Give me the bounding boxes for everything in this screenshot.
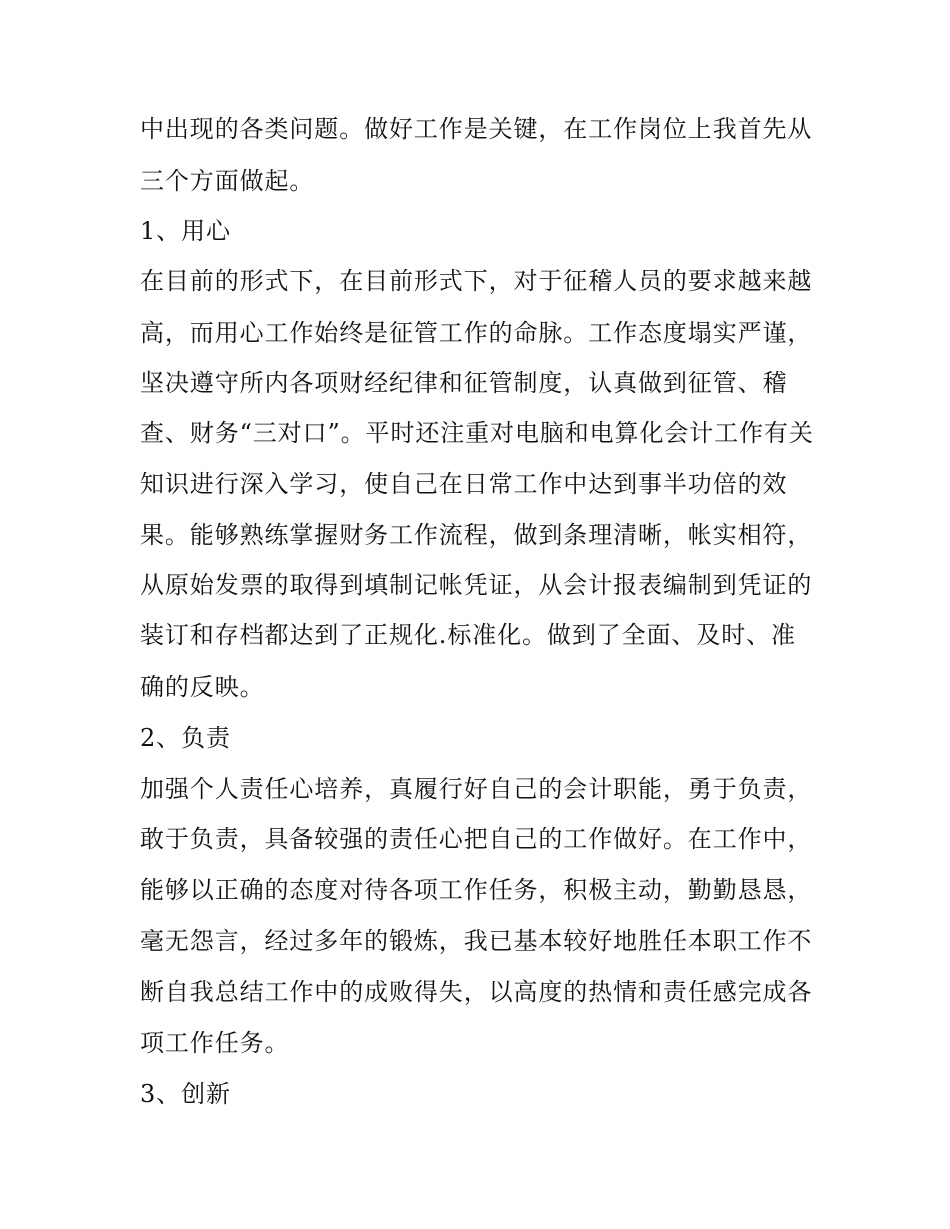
body-text-line: 确的反映。	[140, 673, 265, 701]
body-text-line: 能够以正确的态度对待各项工作任务，积极主动，勤勤恳恳，	[140, 876, 813, 904]
body-text-line: 断自我总结工作中的成败得失，以高度的热情和责任感完成各	[140, 978, 813, 1006]
body-text-line: 装订和存档都达到了正规化.标准化。做到了全面、及时、准	[140, 621, 796, 649]
body-text-line: 高，而用心工作始终是征管工作的命脉。工作态度塌实严谨，	[140, 319, 813, 347]
body-text-line: 项工作任务。	[140, 1029, 290, 1057]
body-text-line: 知识进行深入学习，使自己在日常工作中达到事半功倍的效	[140, 470, 788, 498]
body-text-line: 在目前的形式下，在目前形式下，对于征稽人员的要求越来越	[140, 267, 813, 295]
body-text-line: 从原始发票的取得到填制记帐凭证，从会计报表编制到凭证的	[140, 571, 813, 599]
body-text-line: 坚决遵守所内各项财经纪律和征管制度，认真做到征管、稽	[140, 369, 788, 397]
section-heading-3: 3、创新	[140, 1080, 231, 1108]
body-text-line: 敢于负责，具备较强的责任心把自己的工作做好。在工作中，	[140, 825, 813, 853]
body-text-line: 查、财务“三对口”。平时还注重对电脑和电算化会计工作有关	[140, 419, 814, 447]
body-text-line: 毫无怨言，经过多年的锻炼，我已基本较好地胜任本职工作不	[140, 927, 813, 955]
body-text-line: 果。能够熟练掌握财务工作流程，做到条理清晰，帐实相符，	[140, 521, 813, 549]
body-text-line: 中出现的各类问题。做好工作是关键，在工作岗位上我首先从	[140, 115, 813, 143]
body-text-line: 加强个人责任心培养，真履行好自己的会计职能，勇于负责，	[140, 775, 813, 803]
body-text-line: 三个方面做起。	[140, 167, 315, 195]
section-heading-2: 2、负责	[140, 724, 231, 752]
section-heading-1: 1、用心	[140, 217, 231, 245]
